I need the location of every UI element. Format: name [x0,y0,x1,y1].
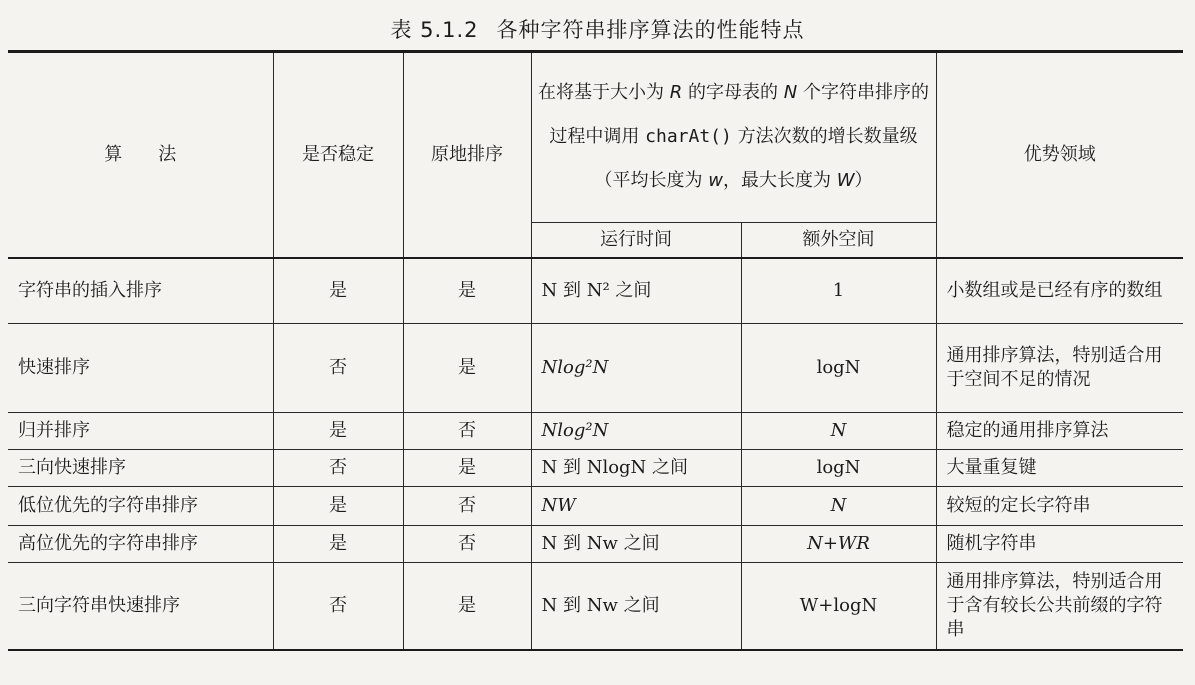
table-caption [0,14,1195,44]
header-runtime: 运行时间 [531,222,741,258]
inplace-cell: 否 [403,487,531,526]
stable-cell: 否 [273,324,403,413]
algorithm-cell: 低位优先的字符串排序 [8,487,273,526]
space-cell: N+WR [741,526,936,563]
advantage-cell: 较短的定长字符串 [936,487,1183,526]
time-cell: N 到 NlogN 之间 [531,450,741,487]
table-number: 表 5.1.2 [390,18,479,42]
advantage-cell: 稳定的通用排序算法 [936,413,1183,450]
header-advantage: 优势领域 [936,52,1183,259]
space-cell: logN [741,324,936,413]
string-sort-performance-table [8,50,1183,651]
algorithm-cell: 三向快速排序 [8,450,273,487]
stable-cell: 是 [273,487,403,526]
inplace-cell: 否 [403,526,531,563]
stable-cell: 是 [273,258,403,324]
algorithm-cell: 三向字符串快速排序 [8,563,273,651]
stable-cell: 是 [273,526,403,563]
header-algorithm: 算 法 [8,52,273,259]
time-cell: Nlog²N [531,413,741,450]
algorithm-cell: 快速排序 [8,324,273,413]
table-row [8,526,1183,563]
table-row [8,487,1183,526]
inplace-cell: 是 [403,324,531,413]
space-cell: 1 [741,258,936,324]
space-cell: N [741,487,936,526]
inplace-cell: 否 [403,413,531,450]
stable-cell: 否 [273,450,403,487]
stable-cell: 是 [273,413,403,450]
stable-cell: 否 [273,563,403,651]
table-row [8,324,1183,413]
advantage-cell: 随机字符串 [936,526,1183,563]
table-row [8,563,1183,651]
advantage-cell: 大量重复键 [936,450,1183,487]
header-stable: 是否稳定 [273,52,403,259]
table-title: 各种字符串排序算法的性能特点 [496,18,805,42]
inplace-cell: 是 [403,450,531,487]
table-row [8,258,1183,324]
algorithm-cell: 字符串的插入排序 [8,258,273,324]
time-cell: Nlog²N [531,324,741,413]
time-cell: N 到 N² 之间 [531,258,741,324]
space-cell: W+logN [741,563,936,651]
header-inplace: 原地排序 [403,52,531,259]
table-header-row [8,52,1183,223]
time-cell: N 到 Nw 之间 [531,526,741,563]
space-cell: N [741,413,936,450]
header-growth-order: 在将基于大小为 R 的字母表的 N 个字符串排序的过程中调用 charAt() 方法次数的增长数量级（平均长度为 w，最大长度为 W） [531,52,936,223]
time-cell: NW [531,487,741,526]
advantage-cell: 通用排序算法，特别适合用于含有较长公共前缀的字符串 [936,563,1183,651]
table-row [8,450,1183,487]
algorithm-cell: 归并排序 [8,413,273,450]
time-cell: N 到 Nw 之间 [531,563,741,651]
inplace-cell: 是 [403,258,531,324]
algorithm-cell: 高位优先的字符串排序 [8,526,273,563]
inplace-cell: 是 [403,563,531,651]
table-row [8,413,1183,450]
advantage-cell: 小数组或是已经有序的数组 [936,258,1183,324]
space-cell: logN [741,450,936,487]
advantage-cell: 通用排序算法，特别适合用于空间不足的情况 [936,324,1183,413]
header-space: 额外空间 [741,222,936,258]
